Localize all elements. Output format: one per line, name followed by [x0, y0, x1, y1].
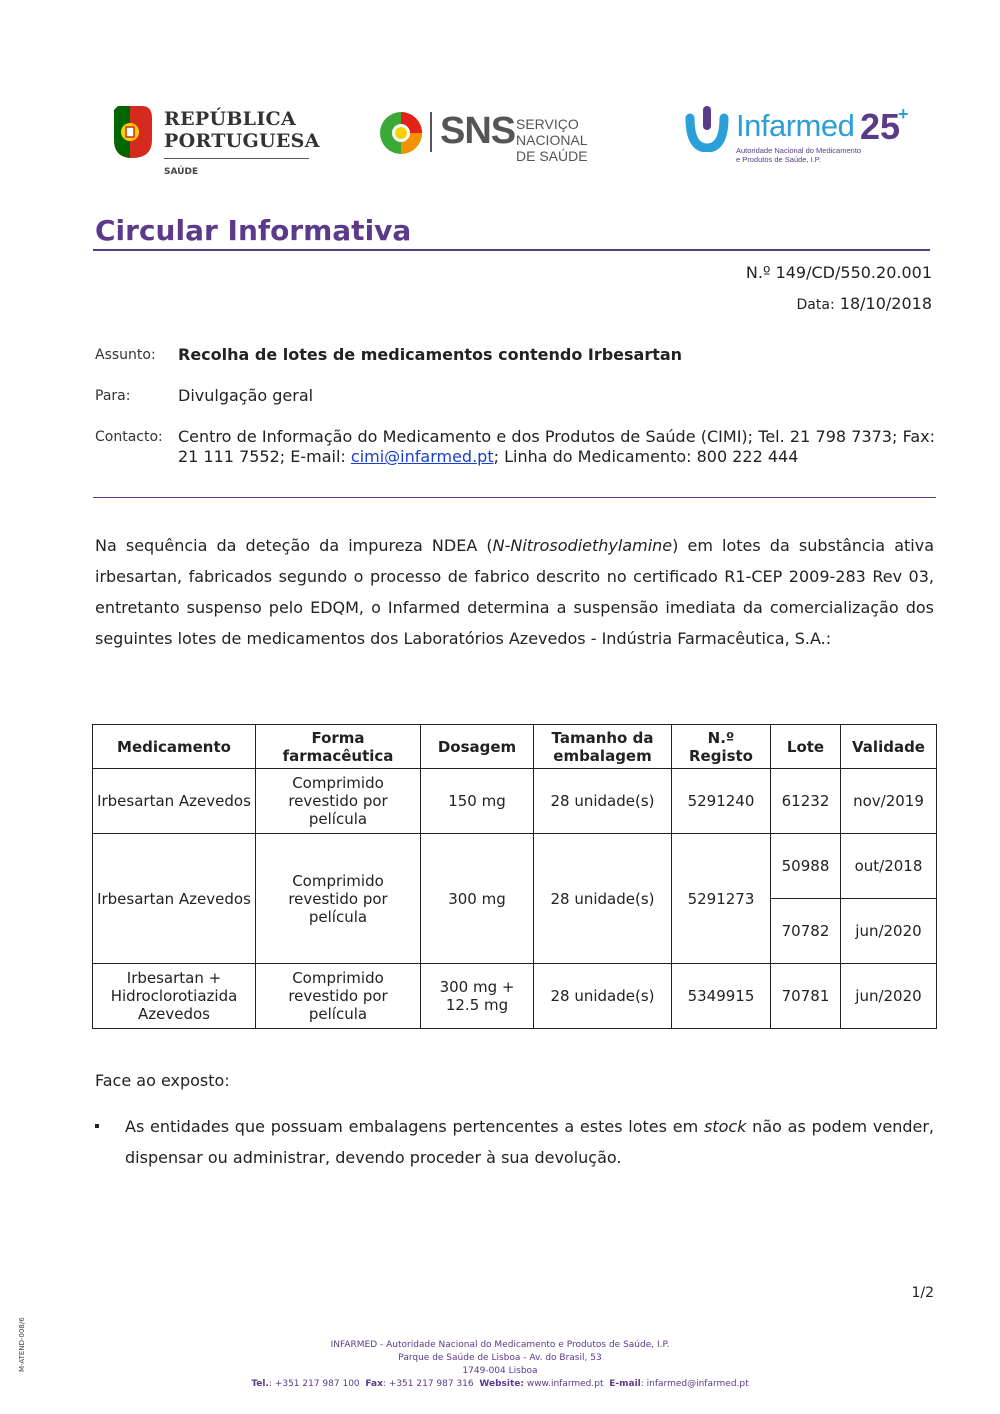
sns-acronym: SNS	[440, 110, 516, 152]
fax-value: : +351 217 987 316	[382, 1379, 474, 1389]
footer-line-2: Parque de Saúde de Lisboa - Av. do Brasil, 53	[398, 1353, 602, 1363]
para-italic-term: N-Nitrosodiethylamine	[492, 536, 673, 555]
meta-rule	[93, 497, 936, 498]
bullet-italic-term: stock	[703, 1117, 747, 1136]
cell-embalagem: 28 unidade(s)	[534, 964, 672, 1029]
rp-line-2: PORTUGUESA	[164, 130, 320, 152]
sns-name-line-2: DE SAÚDE	[516, 148, 588, 164]
cell-registo: 5291273	[672, 834, 771, 964]
sns-name-line-1: SERVIÇO NACIONAL	[516, 116, 588, 148]
contact-label: Contacto:	[95, 429, 163, 445]
cell-lote: 70781	[771, 964, 841, 1029]
divider	[164, 158, 309, 159]
title-rule	[93, 249, 930, 251]
cell-embalagem: 28 unidade(s)	[534, 834, 672, 964]
cell-dosagem: 300 mg	[421, 834, 534, 964]
to-label: Para:	[95, 388, 131, 404]
fax-label: Fax	[365, 1379, 383, 1389]
cell-forma: Comprimido revestido por película	[256, 769, 421, 834]
date-label: Data:	[796, 297, 835, 313]
infarmed-wordmark: Infarmed	[736, 108, 855, 143]
infarmed-emblem-icon	[684, 104, 730, 152]
rp-subtitle: SAÚDE	[164, 167, 199, 177]
cell-medicamento: Irbesartan + Hidroclorotiazida Azevedos	[93, 964, 256, 1029]
rp-line-1: REPÚBLICA	[164, 108, 296, 130]
website-value[interactable]: www.infarmed.pt	[523, 1379, 604, 1389]
bullet-item	[95, 1111, 934, 1173]
republica-portuguesa-logo	[112, 104, 322, 184]
infarmed-logo	[684, 104, 924, 170]
cell-validade: nov/2019	[841, 769, 937, 834]
infarmed-sub-line-1: Autoridade Nacional do Medicamento	[736, 146, 862, 155]
recall-table	[92, 724, 937, 1029]
table-row	[93, 964, 937, 1029]
table-row	[93, 834, 937, 899]
footer-line-3: 1749-004 Lisboa	[462, 1366, 538, 1376]
header-cell: N.º Registo	[672, 725, 771, 769]
bullet-text	[125, 1111, 934, 1173]
circular-date	[797, 294, 932, 313]
cell-registo: 5349915	[672, 964, 771, 1029]
table-row	[93, 769, 937, 834]
date-value: 18/10/2018	[839, 294, 932, 313]
header-cell: Medicamento	[93, 725, 256, 769]
header-cell: Tamanho da embalagem	[534, 725, 672, 769]
email-value[interactable]: : infarmed@infarmed.pt	[640, 1379, 749, 1389]
side-document-code: M-ATEND-008/6	[18, 1317, 26, 1372]
cell-dosagem: 300 mg + 12.5 mg	[421, 964, 534, 1029]
cell-registo: 5291240	[672, 769, 771, 834]
cell-forma: Comprimido revestido por película	[256, 964, 421, 1029]
cell-validade: jun/2020	[841, 964, 937, 1029]
footer-line-1: INFARMED - Autoridade Nacional do Medicamento e Produtos de Saúde, I.P.	[330, 1340, 670, 1350]
cell-dosagem: 150 mg	[421, 769, 534, 834]
cell-medicamento: Irbesartan Azevedos	[93, 769, 256, 834]
to-value: Divulgação geral	[178, 386, 314, 405]
intro-paragraph	[95, 530, 934, 654]
tel-label: Tel.	[251, 1379, 269, 1389]
cell-medicamento: Irbesartan Azevedos	[93, 834, 256, 964]
page-number: 1/2	[911, 1285, 934, 1301]
para-text-end: ) em lotes da substância ativa irbesartan, fabricados segundo o processo de fabrico descrito no certificado R1-CEP 2009-283 Rev 03, entretanto suspenso pelo EDQM, o Infarmed determina a suspensão imediata da comercialização dos seguintes lotes de medicamentos dos Laboratórios Azevedos - Indústria Farmacêutica, S.A.:	[95, 536, 935, 648]
contact-text: Centro de Informação do Medicamento e dos Produtos de Saúde (CIMI); Tel. 21 798 7373; Fax: 21 111 7552; E-mail:	[178, 427, 935, 466]
contact-value	[178, 427, 935, 467]
cell-embalagem: 28 unidade(s)	[534, 769, 672, 834]
header-cell: Lote	[771, 725, 841, 769]
cell-validade: out/2018	[841, 834, 937, 899]
table-header-row	[93, 725, 937, 769]
divider	[430, 112, 432, 152]
conclusion-intro: Face ao exposto:	[95, 1071, 230, 1090]
bullet-text-start: As entidades que possuam embalagens pertencentes a estes lotes em	[125, 1117, 704, 1136]
subject-value: Recolha de lotes de medicamentos contendo Irbesartan	[178, 345, 683, 364]
cell-forma: Comprimido revestido por película	[256, 834, 421, 964]
para-text: Na sequência da deteção da impureza NDEA (	[95, 536, 493, 555]
circular-reference: N.º 149/CD/550.20.001	[745, 263, 932, 282]
cell-lote: 70782	[771, 899, 841, 964]
email-label: E-mail	[609, 1379, 641, 1389]
cell-lote: 50988	[771, 834, 841, 899]
infarmed-sub-line-2: e Produtos de Saúde, I.P.	[736, 155, 821, 164]
header-cell: Validade	[841, 725, 937, 769]
footer-contacts	[0, 1378, 1000, 1391]
document-title: Circular Informativa	[95, 214, 412, 247]
portugal-flag-emblem-icon	[112, 104, 156, 160]
subject-label: Assunto:	[95, 347, 156, 363]
bullet-text-end: não as podem vender, dispensar ou administrar, devendo proceder à sua devolução.	[125, 1117, 934, 1167]
bullet-icon	[95, 1124, 99, 1128]
header-cell: Forma farmacêutica	[256, 725, 421, 769]
cell-lote: 61232	[771, 769, 841, 834]
sns-logo	[378, 108, 638, 164]
sns-emblem-icon	[378, 110, 424, 156]
tel-value: : +351 217 987 100	[268, 1379, 360, 1389]
header-cell: Dosagem	[421, 725, 534, 769]
contact-email-link[interactable]: cimi@infarmed.pt	[350, 447, 494, 466]
contact-text-end: ; Linha do Medicamento: 800 222 444	[493, 447, 799, 466]
cell-validade: jun/2020	[841, 899, 937, 964]
website-label: Website:	[479, 1379, 524, 1389]
anniversary-number: 25	[860, 106, 901, 147]
anniversary-plus: +	[898, 104, 909, 124]
